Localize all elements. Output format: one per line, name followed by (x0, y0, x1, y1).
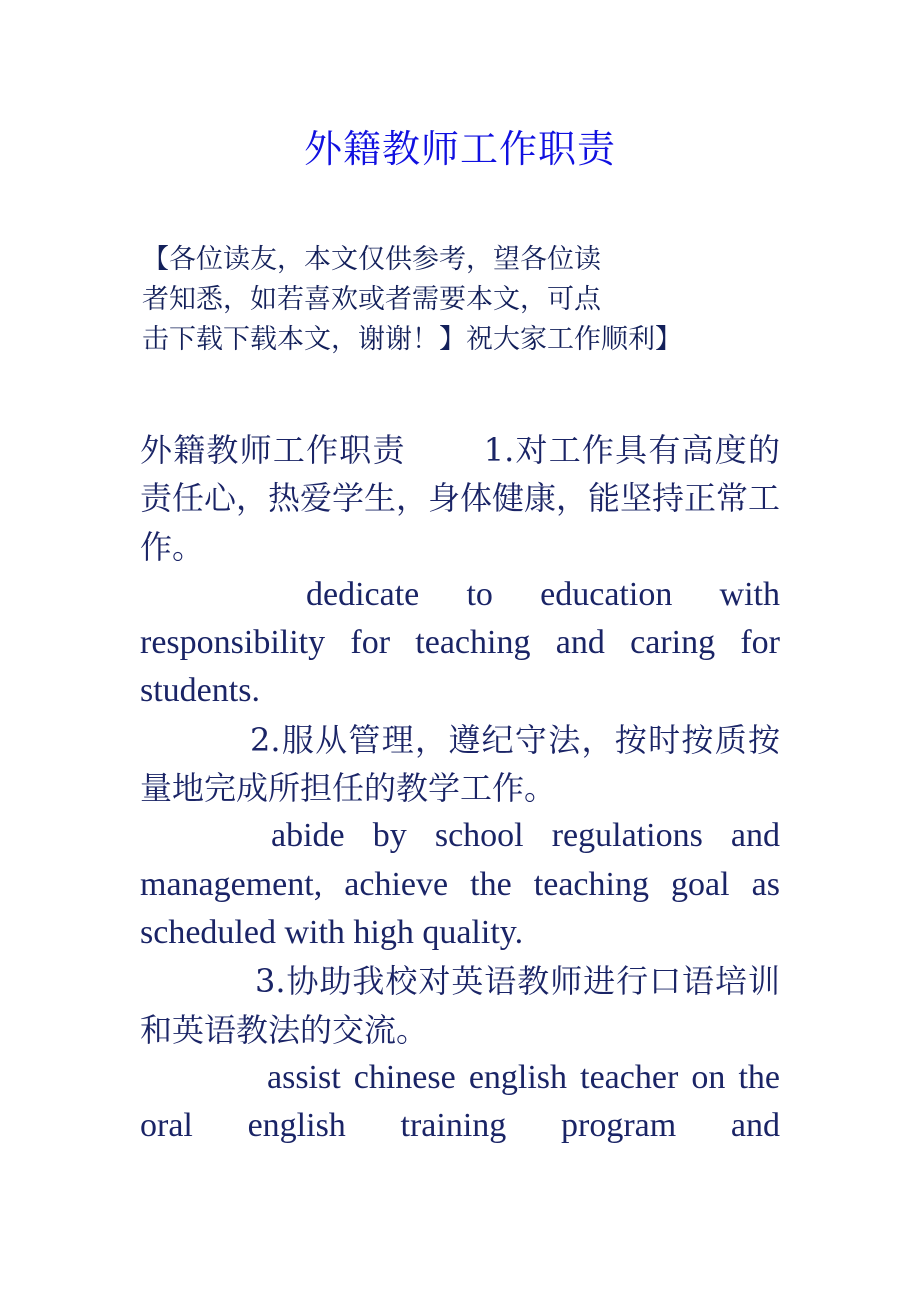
item-3-en: assist chinese english teacher on the oral english training program and (140, 1058, 780, 1145)
inline-heading: 外籍教师工作职责 (140, 431, 406, 469)
document-body (140, 426, 780, 1150)
item-3-zh: 3.协助我校对英语教师进行口语培训和英语教法的交流。 (140, 962, 780, 1049)
item-1-zh-paragraph (140, 426, 780, 571)
item-2-en: abide by school regulations and management, achieve the teaching goal as scheduled with high quality. (140, 817, 780, 951)
download-notice (142, 240, 782, 360)
notice-line: 【各位读友，本文仅供参考，望各位读 (142, 244, 601, 275)
item-2-zh: 2.服从管理，遵纪守法，按时按质按量地完成所担任的教学工作。 (140, 720, 780, 808)
notice-line: 者知悉，如若喜欢或者需要本文，可点 (142, 284, 601, 315)
item-1-zh: 1.对工作具有高度的责任心，热爱学生，身体健康，能坚持正常工作。 (140, 431, 781, 566)
item-1-en: dedicate to education with responsibility for teaching and caring for students. (140, 575, 780, 710)
page-title: 外籍教师工作职责 (303, 127, 616, 171)
notice-line: 击下载下载本文，谢谢！】祝大家工作顺利】 (142, 324, 682, 355)
